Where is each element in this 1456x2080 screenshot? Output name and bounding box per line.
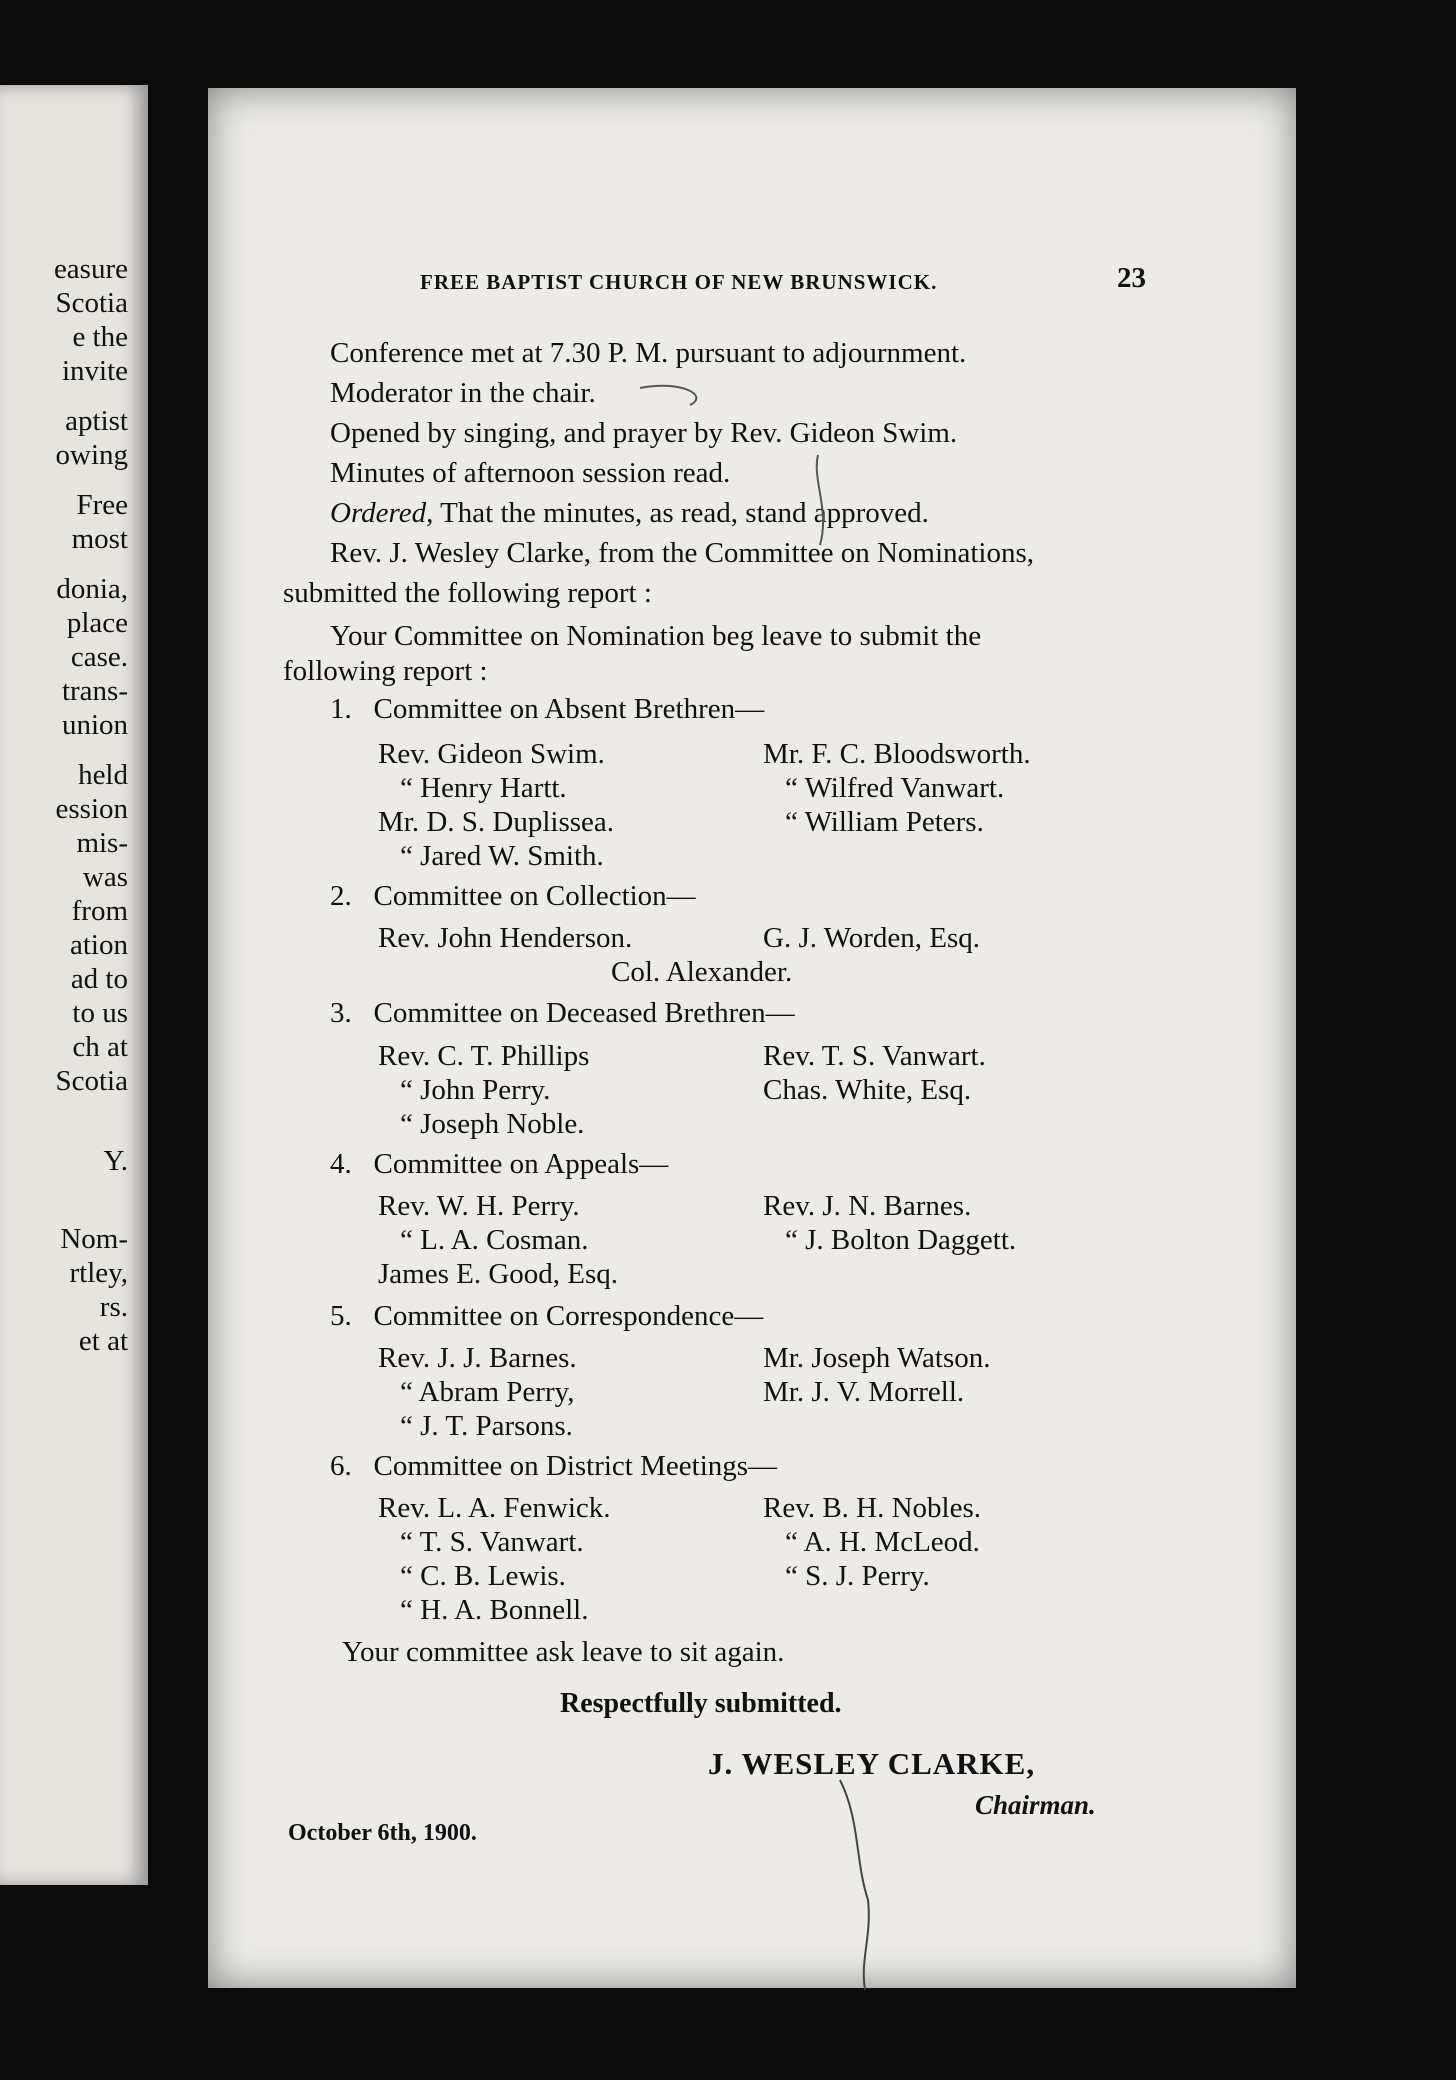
member: Rev. T. S. Vanwart. <box>763 1040 986 1072</box>
left-fragment: et at <box>78 1325 128 1357</box>
left-fragment: donia, <box>56 573 128 605</box>
left-fragment: Scotia <box>55 287 128 319</box>
member: “ Wilfred Vanwart. <box>785 772 1005 804</box>
member: “ H. A. Bonnell. <box>400 1594 589 1626</box>
member: “ J. Bolton Daggett. <box>785 1224 1017 1256</box>
member: “ S. J. Perry. <box>785 1560 930 1592</box>
member: “ John Perry. <box>400 1074 551 1106</box>
left-fragment: Y. <box>103 1145 128 1177</box>
member: “ William Peters. <box>785 806 984 838</box>
committee-heading: 5. Committee on Correspondence— <box>330 1300 764 1332</box>
member: Mr. J. V. Morrell. <box>763 1376 965 1408</box>
member: Rev. J. N. Barnes. <box>763 1190 972 1222</box>
member: Mr. F. C. Bloodsworth. <box>763 738 1031 770</box>
left-fragment: held <box>78 759 128 791</box>
ordered-line <box>330 497 929 530</box>
respectfully-submitted: Respectfully submitted. <box>560 1688 842 1719</box>
member: Chas. White, Esq. <box>763 1074 972 1106</box>
left-fragment: Scotia <box>55 1065 128 1097</box>
left-fragment: union <box>61 709 128 741</box>
date-line: October 6th, 1900. <box>288 1820 477 1846</box>
nominations-line-2: submitted the following report : <box>283 577 652 609</box>
member: James E. Good, Esq. <box>378 1258 619 1290</box>
member: G. J. Worden, Esq. <box>763 922 981 954</box>
left-fragment: e the <box>72 321 128 353</box>
committee-heading: 1. Committee on Absent Brethren— <box>330 693 765 725</box>
left-fragment: ession <box>55 793 128 825</box>
member: “ L. A. Cosman. <box>400 1224 589 1256</box>
member: Rev. W. H. Perry. <box>378 1190 580 1222</box>
signature-title: Chairman. <box>975 1790 1096 1820</box>
member: Rev. J. J. Barnes. <box>378 1342 577 1374</box>
sit-again-line: Your committee ask leave to sit again. <box>342 1636 785 1668</box>
member: “ J. T. Parsons. <box>400 1410 573 1442</box>
left-fragment: place <box>66 607 128 639</box>
left-fragment: owing <box>55 439 128 471</box>
member: “ Jared W. Smith. <box>400 840 604 872</box>
left-fragment: aptist <box>65 405 128 437</box>
left-page-fragment <box>0 85 148 1885</box>
page-number: 23 <box>1117 262 1146 294</box>
left-fragment: Free <box>76 489 128 521</box>
member: Mr. D. S. Duplissea. <box>378 806 615 838</box>
intro-line: Moderator in the chair. <box>330 377 596 409</box>
member: Rev. C. T. Phillips <box>378 1040 590 1072</box>
left-fragment: rtley, <box>69 1257 128 1289</box>
member: “ Henry Hartt. <box>400 772 567 804</box>
member: “ Joseph Noble. <box>400 1108 585 1140</box>
committee-heading: 2. Committee on Collection— <box>330 880 696 912</box>
report-intro-line-2: following report : <box>283 655 488 687</box>
left-fragment: to us <box>72 997 128 1029</box>
left-fragment: trans- <box>61 675 128 707</box>
left-fragment: mis- <box>76 827 128 859</box>
member: “ Abram Perry, <box>400 1376 575 1408</box>
intro-line: Minutes of afternoon session read. <box>330 457 731 489</box>
member: Rev. John Henderson. <box>378 922 633 954</box>
report-intro-line-1: Your Committee on Nomination beg leave to submit the <box>330 620 982 652</box>
member: Rev. Gideon Swim. <box>378 738 605 770</box>
left-fragment: case. <box>70 641 128 673</box>
member: “ T. S. Vanwart. <box>400 1526 584 1558</box>
member: Mr. Joseph Watson. <box>763 1342 991 1374</box>
left-fragment: ch at <box>72 1031 128 1063</box>
committee-heading: 4. Committee on Appeals— <box>330 1148 669 1180</box>
left-fragment: rs. <box>99 1291 128 1323</box>
signature-name: J. WESLEY CLARKE, <box>708 1746 1036 1781</box>
left-fragment: ad to <box>70 963 128 995</box>
ordered-label: Ordered, <box>330 497 434 529</box>
left-fragment: from <box>71 895 128 927</box>
member: Rev. B. H. Nobles. <box>763 1492 982 1524</box>
member: Col. Alexander. <box>611 956 793 988</box>
intro-line: Conference met at 7.30 P. M. pursuant to adjournment. <box>330 337 967 369</box>
left-fragment: Nom- <box>60 1223 128 1255</box>
left-fragment: was <box>82 861 128 893</box>
committee-heading: 6. Committee on District Meetings— <box>330 1450 778 1482</box>
member: “ C. B. Lewis. <box>400 1560 566 1592</box>
left-fragment: invite <box>61 355 128 387</box>
left-fragment: most <box>71 523 128 555</box>
left-fragment: ation <box>70 929 128 961</box>
ordered-text: That the minutes, as read, stand approved. <box>440 497 929 529</box>
nominations-line-1: Rev. J. Wesley Clarke, from the Committee on Nominations, <box>330 537 1035 569</box>
running-head: FREE BAPTIST CHURCH OF NEW BRUNSWICK. <box>420 270 938 294</box>
member: “ A. H. McLeod. <box>785 1526 980 1558</box>
member: Rev. L. A. Fenwick. <box>378 1492 611 1524</box>
left-fragment: easure <box>53 253 128 285</box>
committee-heading: 3. Committee on Deceased Brethren— <box>330 997 795 1029</box>
intro-line: Opened by singing, and prayer by Rev. Gideon Swim. <box>330 417 958 449</box>
